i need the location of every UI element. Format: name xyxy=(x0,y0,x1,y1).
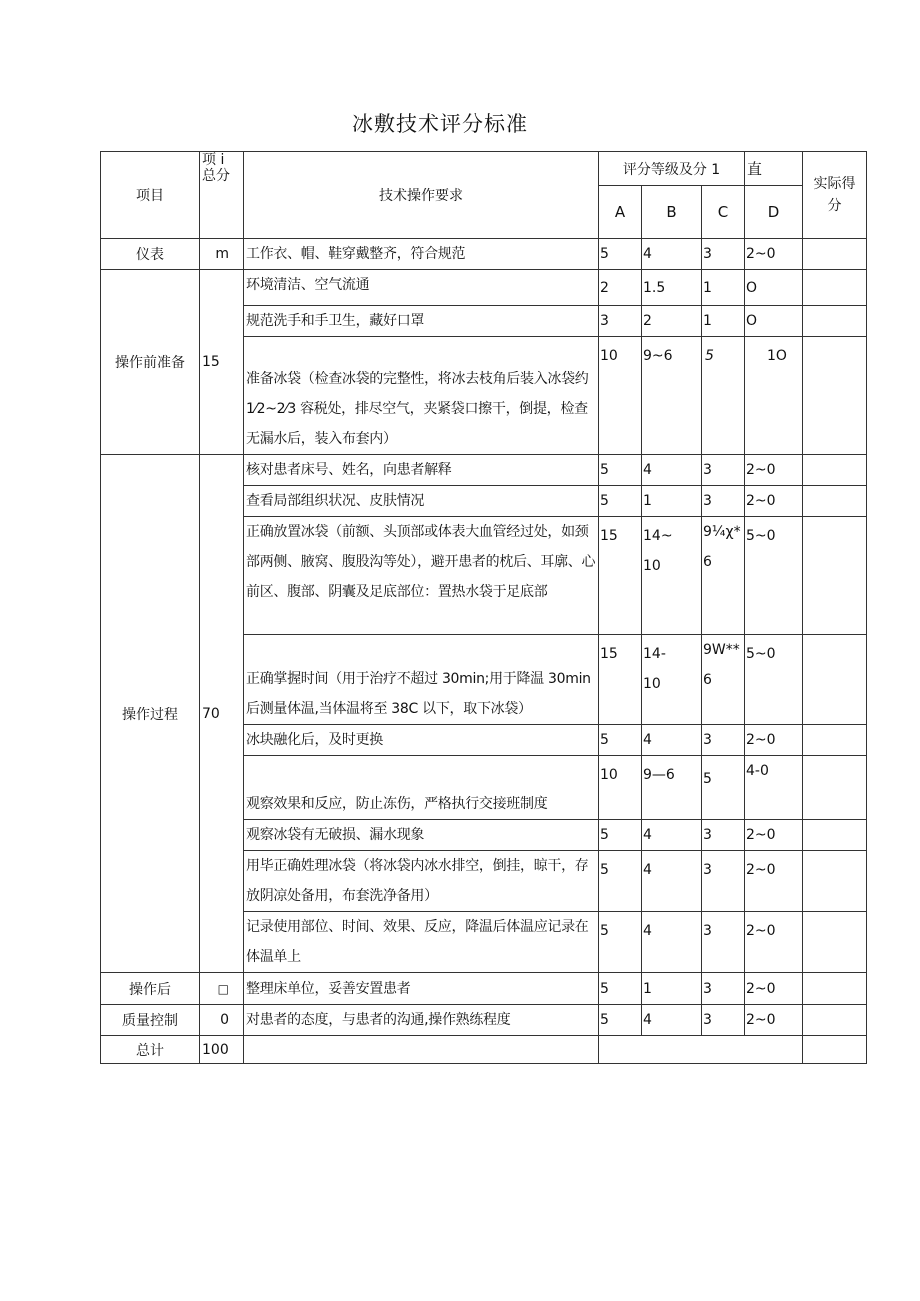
score-d: 2~0 xyxy=(745,851,803,912)
section-quality-total: 0 xyxy=(200,1005,244,1036)
score-d: 4-0 xyxy=(745,756,803,820)
score-d: 2~0 xyxy=(745,820,803,851)
header-total: 项 i 总分 xyxy=(200,152,244,239)
section-sum: 总计 xyxy=(101,1036,200,1064)
score-c: 3 xyxy=(702,725,745,756)
score-b: 4 xyxy=(642,912,702,973)
section-process-total: 70 xyxy=(200,455,244,973)
score-c: 3 xyxy=(702,973,745,1005)
requirement: 正确掌握时间（用于治疗不超过 30min;用于降温 30min 后测量体温,当体温将至 38C 以下，取下冰袋） xyxy=(244,635,599,725)
score-c: 3 xyxy=(702,851,745,912)
header-item: 项目 xyxy=(101,152,200,239)
section-prep-total: 15 xyxy=(200,270,244,455)
score-b: 2 xyxy=(642,306,702,337)
score-b: 9~6 xyxy=(642,337,702,455)
score-a: 15 xyxy=(599,635,642,725)
requirement: 工作衣、帽、鞋穿戴整齐，符合规范 xyxy=(244,239,599,270)
score-d: 2~0 xyxy=(745,239,803,270)
score-a: 10 xyxy=(599,337,642,455)
score-b: 4 xyxy=(642,820,702,851)
section-after: 操作后 xyxy=(101,973,200,1005)
requirement: 整理床单位，妥善安置患者 xyxy=(244,973,599,1005)
score-c: 3 xyxy=(702,239,745,270)
score-c: 3 xyxy=(702,912,745,973)
requirement: 环境清洁、空气流通 xyxy=(244,270,599,306)
actual-score-cell[interactable] xyxy=(803,517,867,635)
requirement: 记录使用部位、时间、效果、反应，降温后体温应记录在体温单上 xyxy=(244,912,599,973)
score-a: 5 xyxy=(599,973,642,1005)
score-d: 2~0 xyxy=(745,486,803,517)
score-c: 3 xyxy=(702,486,745,517)
sum-requirement-cell xyxy=(244,1036,599,1064)
score-d: O xyxy=(745,270,803,306)
actual-score-cell[interactable] xyxy=(803,270,867,306)
page-title: 冰敷技术评分标准 xyxy=(352,112,528,136)
score-d: 5~0 xyxy=(745,635,803,725)
score-d: 2~0 xyxy=(745,455,803,486)
actual-score-cell[interactable] xyxy=(803,725,867,756)
score-d: 1O xyxy=(745,337,803,455)
requirement: 正确放置冰袋（前额、头顶部或体表大血管经过处，如颈部两侧、腋窝、腹股沟等处），避开患者的枕后、耳廓、心前区、腹部、阴囊及足底部位：置热水袋于足底部 xyxy=(244,517,599,635)
section-prep: 操作前准备 xyxy=(101,270,200,455)
score-d: 2~0 xyxy=(745,1005,803,1036)
section-after-total: □ xyxy=(200,973,244,1005)
score-a: 5 xyxy=(599,1005,642,1036)
score-b: 14- 10 xyxy=(642,635,702,725)
actual-score-cell[interactable] xyxy=(803,756,867,820)
section-quality: 质量控制 xyxy=(101,1005,200,1036)
actual-score-cell[interactable] xyxy=(803,973,867,1005)
score-c: 3 xyxy=(702,820,745,851)
score-c: 9W** 6 xyxy=(702,635,745,725)
actual-score-cell[interactable] xyxy=(803,1005,867,1036)
score-a: 5 xyxy=(599,851,642,912)
score-b: 14~ 10 xyxy=(642,517,702,635)
header-grade: 评分等级及分 1 xyxy=(599,152,745,186)
section-meter-total: m xyxy=(200,239,244,270)
score-c: 3 xyxy=(702,1005,745,1036)
score-c: 5 xyxy=(702,756,745,820)
actual-score-cell[interactable] xyxy=(803,486,867,517)
score-c: 1 xyxy=(702,270,745,306)
section-meter: 仪表 xyxy=(101,239,200,270)
score-d: 2~0 xyxy=(745,912,803,973)
score-c: 5 xyxy=(702,337,745,455)
actual-score-cell[interactable] xyxy=(803,337,867,455)
score-a: 5 xyxy=(599,820,642,851)
score-b: 4 xyxy=(642,1005,702,1036)
score-a: 5 xyxy=(599,912,642,973)
actual-score-cell[interactable] xyxy=(803,455,867,486)
requirement: 规范洗手和手卫生，藏好口罩 xyxy=(244,306,599,337)
score-b: 4 xyxy=(642,239,702,270)
score-a: 5 xyxy=(599,455,642,486)
section-process: 操作过程 xyxy=(101,455,200,973)
score-b: 4 xyxy=(642,725,702,756)
score-c: 3 xyxy=(702,455,745,486)
requirement: 观察效果和反应，防止冻伤，严格执行交接班制度 xyxy=(244,756,599,820)
score-b: 1 xyxy=(642,486,702,517)
actual-score-cell[interactable] xyxy=(803,912,867,973)
score-d: 5~0 xyxy=(745,517,803,635)
requirement: 对患者的态度，与患者的沟通,操作熟练程度 xyxy=(244,1005,599,1036)
requirement: 用毕正确姓理冰袋（将冰袋内冰水排空，倒挂，晾干，存放阴凉处备用，布套洗净备用） xyxy=(244,851,599,912)
score-a: 5 xyxy=(599,486,642,517)
header-grade-tail: 直 xyxy=(745,152,803,186)
score-b: 4 xyxy=(642,455,702,486)
actual-score-cell[interactable] xyxy=(803,306,867,337)
header-requirement: 技术操作要求 xyxy=(244,152,599,239)
actual-score-total-cell[interactable] xyxy=(803,1036,867,1064)
score-b: 9—6 xyxy=(642,756,702,820)
grade-b: B xyxy=(642,186,702,239)
score-a: 10 xyxy=(599,756,642,820)
score-a: 5 xyxy=(599,725,642,756)
score-a: 3 xyxy=(599,306,642,337)
requirement: 冰块融化后，及时更换 xyxy=(244,725,599,756)
score-d: 2~0 xyxy=(745,725,803,756)
score-b: 4 xyxy=(642,851,702,912)
requirement: 核对患者床号、姓名，向患者解释 xyxy=(244,455,599,486)
score-b: 1 xyxy=(642,973,702,1005)
actual-score-cell[interactable] xyxy=(803,239,867,270)
score-c: 1 xyxy=(702,306,745,337)
actual-score-cell[interactable] xyxy=(803,820,867,851)
actual-score-cell[interactable] xyxy=(803,851,867,912)
score-d: O xyxy=(745,306,803,337)
grade-a: A xyxy=(599,186,642,239)
score-d: 2~0 xyxy=(745,973,803,1005)
requirement: 准备冰袋（检查冰袋的完整性，将冰去枝角后装入冰袋约 1⁄2~2⁄3 容税处，排尽空气，夹紧袋口擦干，倒提，检查无漏水后，装入布套内） xyxy=(244,337,599,455)
score-a: 5 xyxy=(599,239,642,270)
requirement: 查看局部组织状况、皮肤情况 xyxy=(244,486,599,517)
requirement: 观察冰袋有无破损、漏水现象 xyxy=(244,820,599,851)
score-b: 1.5 xyxy=(642,270,702,306)
actual-score-cell[interactable] xyxy=(803,635,867,725)
sum-grade-cell xyxy=(599,1036,803,1064)
score-a: 2 xyxy=(599,270,642,306)
section-sum-total: 100 xyxy=(200,1036,244,1064)
scoring-table xyxy=(100,151,867,1064)
grade-d: D xyxy=(745,186,803,239)
grade-c: C xyxy=(702,186,745,239)
score-c: 9¼χ* 6 xyxy=(702,517,745,635)
score-a: 15 xyxy=(599,517,642,635)
header-actual: 实际得 分 xyxy=(803,152,867,239)
